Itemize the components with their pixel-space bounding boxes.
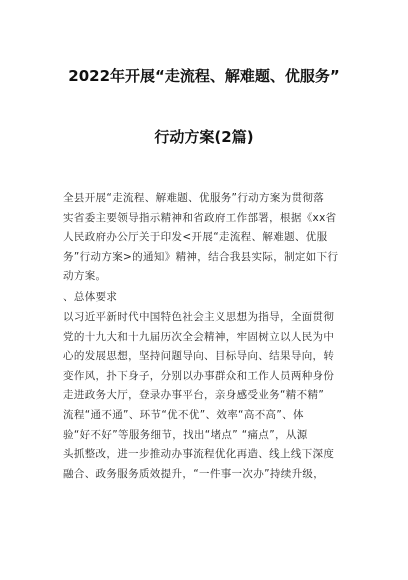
- paragraph-line: 融合、政务服务质效提升，“一件事一次办”持续升级，: [63, 467, 325, 480]
- document-title-line-2: 行动方案(2篇): [154, 128, 254, 146]
- paragraph-line: 验“好不好”等服务细节，找出“堵点” “痛点”，从源: [63, 428, 308, 441]
- section-heading: [63, 288, 353, 308]
- paragraph-line: 变作风，扑下身子，分别以办事群众和工作人员两种身份: [63, 369, 335, 382]
- paragraph-line: 实省委主要领导指示精神和省政府工作部署，根据《xx省: [63, 211, 337, 224]
- paragraph-line: 务”行动方案>的通知》精神，结合我县实际，制定如下行: [63, 250, 339, 263]
- document-title-line-1: 2022年开展“走流程、解难题、优服务”: [68, 67, 340, 85]
- paragraph-line: 心的发展思想，坚持问题导向、目标导向、结果导向，转: [63, 350, 335, 363]
- paragraph-line: 走进政务大厅，登录办事平台，亲身感受业务“精不精”: [63, 389, 325, 402]
- paragraph-line: 流程“通不通”、环节“优不优”、效率“高不高”、体: [63, 408, 304, 421]
- paragraph-line: 党的十九大和十九届历次全会精神，牢固树立以人民为中: [63, 330, 335, 343]
- section-heading-text: 、总体要求: [63, 291, 118, 303]
- paragraph-line: 头抓整改，进一步推动办事流程优化再造、线上线下深度: [63, 448, 335, 461]
- paragraph-line: 以习近平新时代中国特色社会主义思想为指导，全面贯彻: [63, 311, 335, 323]
- intro-paragraph: [63, 189, 353, 287]
- paragraph-line: 人民政府办公厅关于印发<开展“走流程、解难题、优服: [63, 231, 328, 244]
- paragraph-line: 动方案。: [63, 270, 107, 283]
- body-paragraph: [63, 308, 353, 484]
- paragraph-line: 全县开展“走流程、解难题、优服务”行动方案为贯彻落: [63, 192, 325, 204]
